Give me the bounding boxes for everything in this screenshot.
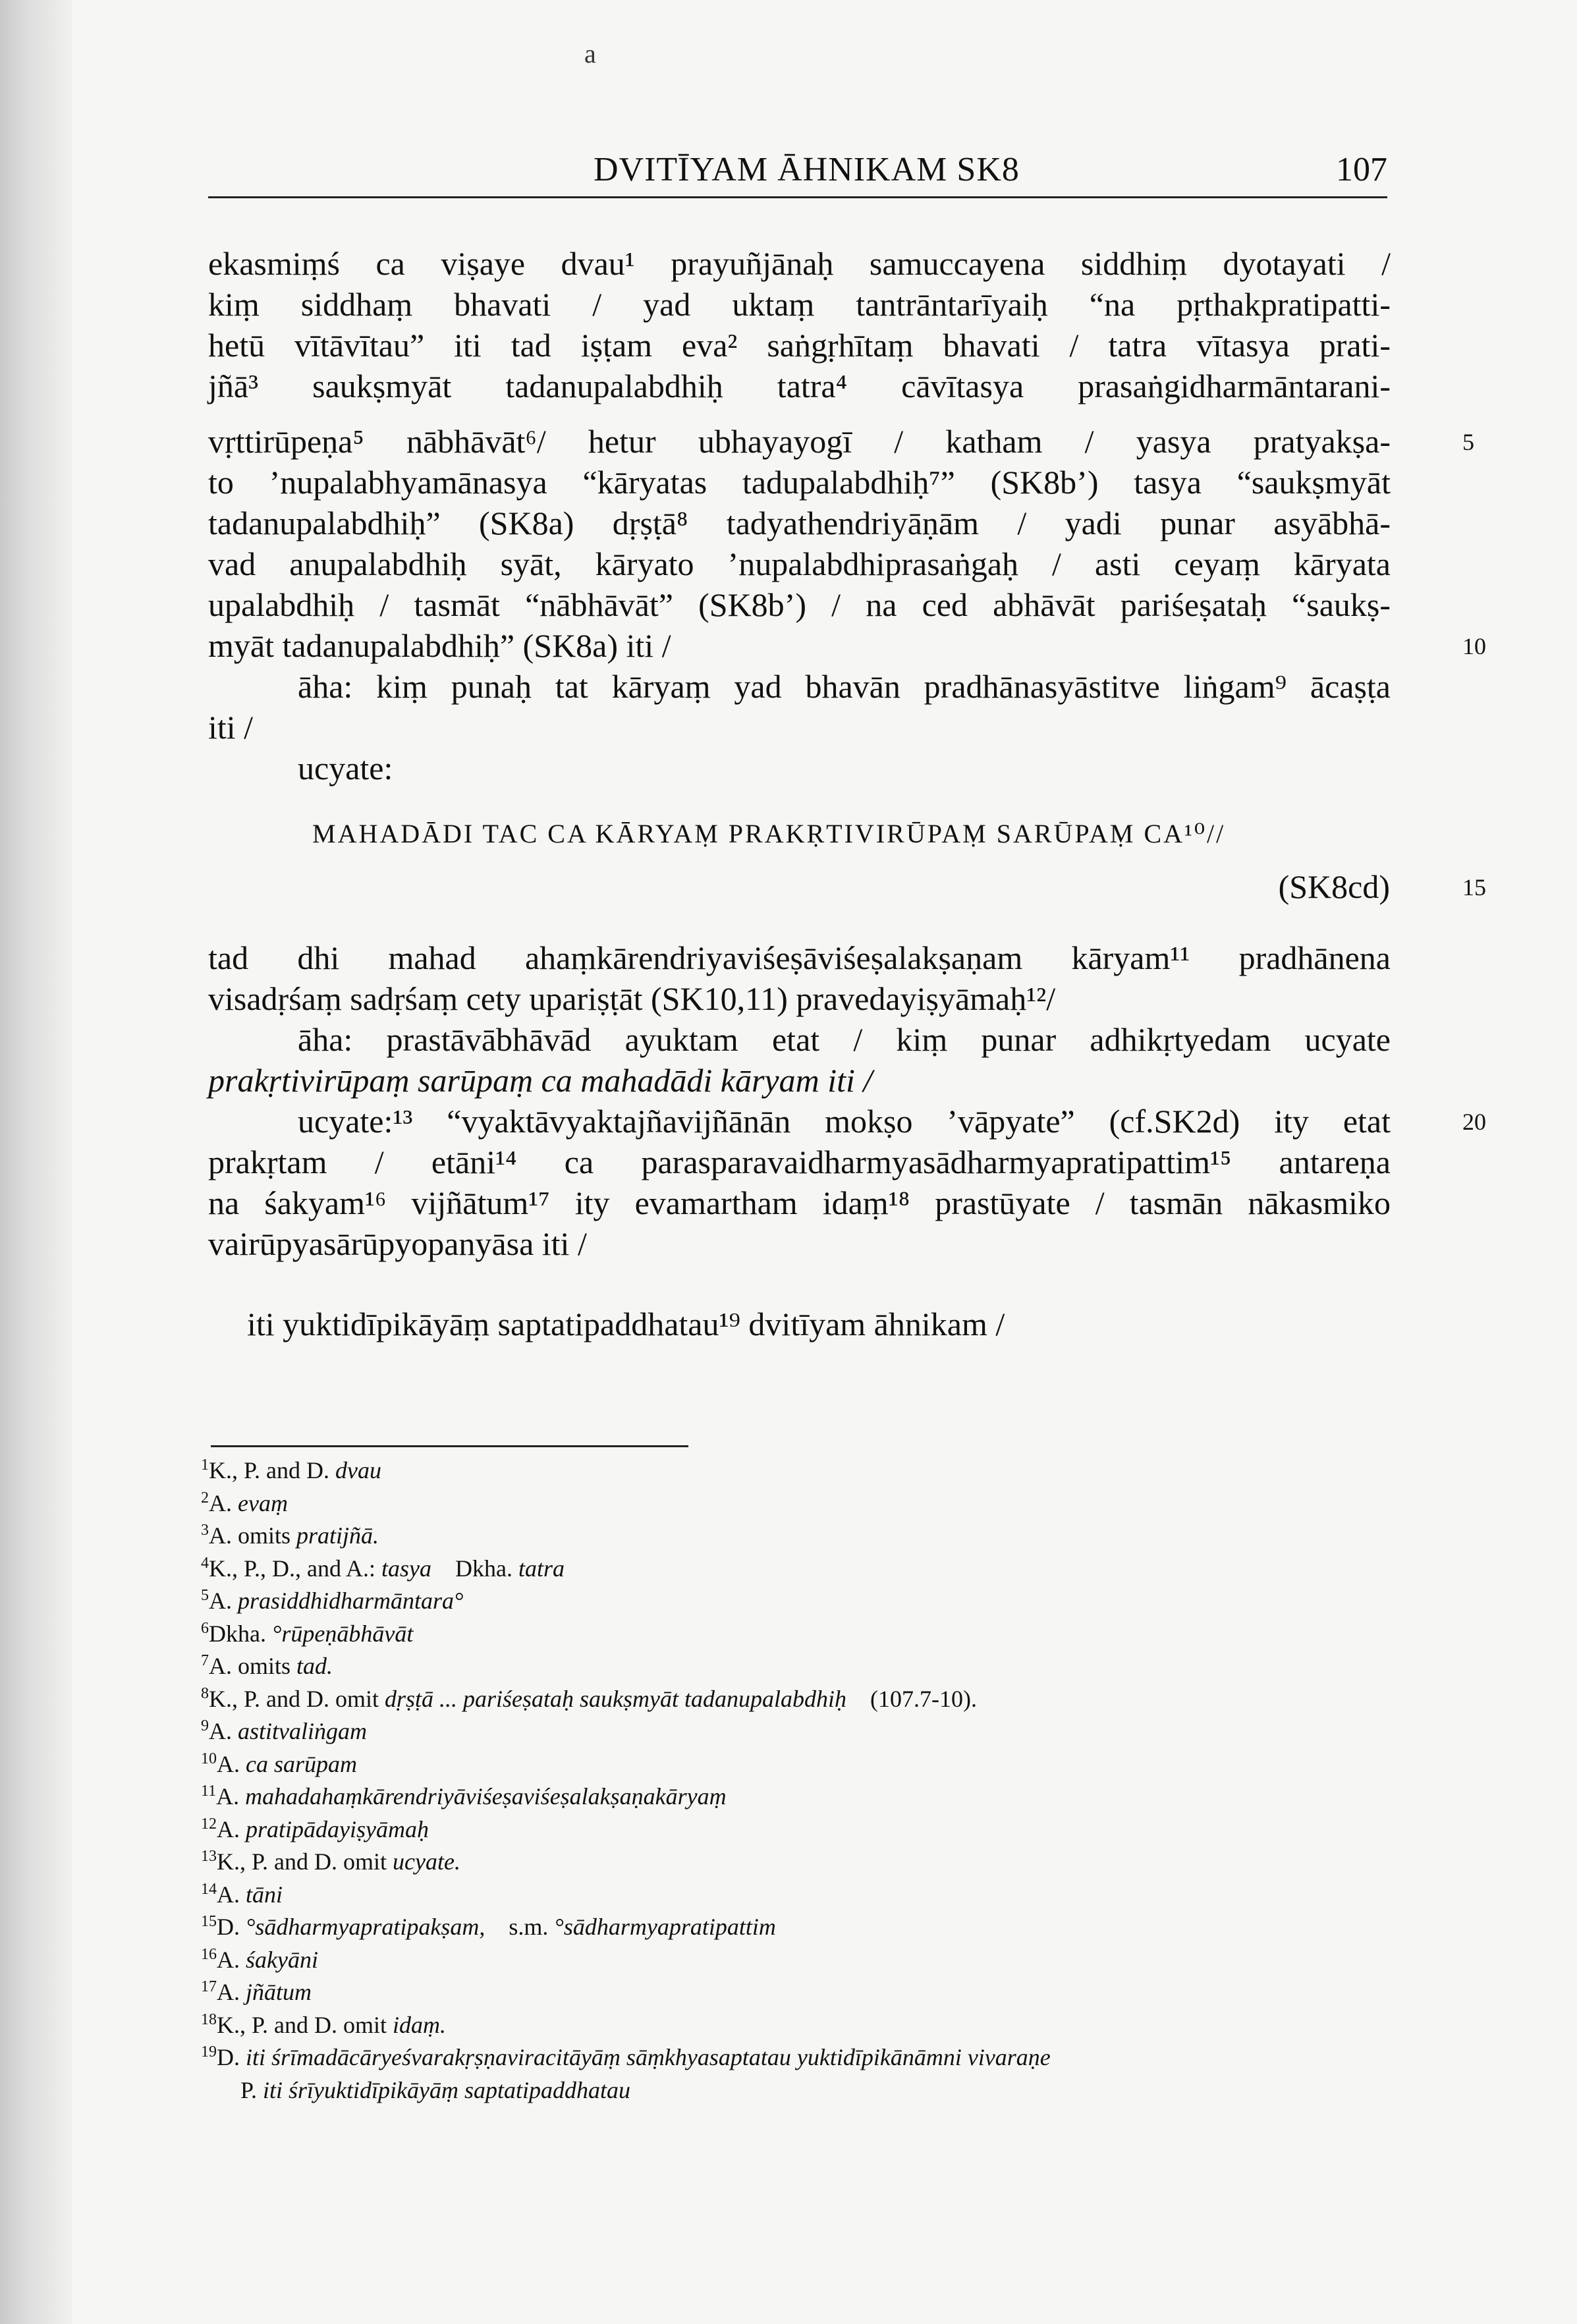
footnote-reading: dṛṣṭā ... pariśeṣataḥ saukṣmyāt tadanupalabdhiḥ — [385, 1685, 847, 1712]
footnote-marker: 14 — [201, 1880, 217, 1898]
line-number: 5 — [1462, 429, 1474, 455]
footnote — [201, 1781, 727, 1812]
line-number: 15 — [1462, 874, 1486, 900]
footnote-text: A. — [209, 1588, 238, 1614]
colophon: iti yuktidīpikāyāṃ saptatipaddhatau¹⁹ dvitīyam āhnikam / — [247, 1306, 1005, 1342]
footnote-reading: °sādharmyapratipattim — [554, 1914, 776, 1940]
footnote-text: A. — [209, 1718, 238, 1744]
body-line: tad dhi mahad ahaṃkārendriyaviśeṣāviśeṣalakṣaṇam kāryam¹¹ pradhānena — [208, 939, 1391, 976]
footnote-text: (107.7-10). — [846, 1685, 977, 1712]
line-number: 20 — [1462, 1109, 1486, 1135]
body-line: āha: prastāvābhāvād ayuktam etat / kiṃ punar adhikṛtyedam ucyate — [298, 1021, 1391, 1058]
body-line: ekasmiṃś ca viṣaye dvau¹ prayuñjānaḥ samuccayena siddhiṃ dyotayati / — [208, 245, 1391, 282]
body-line: iti / — [208, 709, 254, 746]
footnote-reading: pratijñā. — [296, 1522, 379, 1549]
footnote-text: K., P. and D. omit — [217, 2011, 393, 2038]
footnote-marker: 7 — [201, 1652, 209, 1669]
body-line: visadṛśaṃ sadṛśaṃ cety upariṣṭāt (SK10,11) pravedayiṣyāmaḥ¹²/ — [208, 980, 1056, 1017]
footnote-text: Dkha. — [431, 1555, 519, 1582]
footnote-reading: jñātum — [246, 1979, 312, 2005]
footnote-marker: 18 — [201, 2010, 217, 2028]
footnote-text: A. omits — [209, 1522, 297, 1549]
body-line: prakṛtivirūpaṃ sarūpaṃ ca mahadādi kāryam iti / — [208, 1062, 873, 1099]
footnote-marker: 9 — [201, 1717, 209, 1734]
body-line: vad anupalabdhiḥ syāt, kāryato ’nupalabdhiprasaṅgaḥ / asti ceyaṃ kāryata — [208, 545, 1391, 582]
footnote — [201, 1715, 367, 1747]
footnote-marker: 17 — [201, 1978, 217, 1995]
footnote-reading: dvau — [335, 1457, 381, 1483]
body-line: ucyate: — [298, 750, 393, 787]
footnote — [201, 1976, 312, 2008]
footnote-reading: tad. — [296, 1653, 333, 1679]
footnote-text: K., P. and D. omit — [209, 1685, 385, 1712]
footnote-marker: 6 — [201, 1619, 209, 1637]
footnote-text: A. — [209, 1489, 238, 1516]
footnote-reading: prasiddhidharmāntara° — [238, 1588, 464, 1614]
footnote — [201, 1618, 413, 1649]
footnote-marker: 8 — [201, 1684, 209, 1702]
footnote-text: D. — [217, 1914, 246, 1940]
footnote-marker: 1 — [201, 1456, 209, 1474]
verse-text: MAHADĀDI TAC CA KĀRYAṂ PRAKṚTIVIRŪPAṂ SARŪPAṂ CA¹⁰// — [312, 819, 1226, 848]
footnote-text: Dkha. — [209, 1620, 272, 1647]
footnote — [201, 1585, 463, 1617]
footnote-reading: mahadahaṃkārendriyāviśeṣaviśeṣalakṣaṇakāryaṃ — [245, 1783, 727, 1810]
footnote-text: s.m. — [485, 1914, 555, 1940]
footnote — [201, 1846, 460, 1877]
body-line: upalabdhiḥ / tasmāt “nābhāvāt” (SK8b’) / na ced abhāvāt pariśeṣataḥ “saukṣ- — [208, 586, 1391, 623]
ink-speck: a — [584, 39, 596, 69]
footnote-reading: °rūpeṇābhāvāt — [271, 1620, 414, 1647]
footnote-marker: 5 — [201, 1587, 209, 1604]
footnote — [201, 1911, 776, 1943]
footnote — [201, 2041, 1051, 2073]
verse-reference: (SK8cd) — [1278, 868, 1390, 905]
footnote-reading: astitvaliṅgam — [238, 1718, 367, 1744]
footnote-reading: tatra — [518, 1555, 565, 1582]
footnote-marker: 11 — [201, 1783, 217, 1800]
scan-edge-shadow — [0, 0, 72, 2324]
footnote-text: A. — [217, 1815, 246, 1842]
footnote-marker: 19 — [201, 2043, 217, 2061]
footnote-text: D. — [217, 2044, 246, 2070]
body-line: vṛttirūpeṇa⁵ nābhāvāt⁶/ hetur ubhayayogī / katham / yasya pratyakṣa- — [208, 423, 1391, 460]
footnote-marker: 16 — [201, 1945, 217, 1963]
footnote-text: K., P. and D. — [209, 1457, 336, 1483]
footnote — [240, 2074, 630, 2106]
body-line: jñā³ saukṣmyāt tadanupalabdhiḥ tatra⁴ cāvītasya prasaṅgidharmāntarani- — [208, 368, 1391, 404]
footnote-text: A. — [217, 1881, 246, 1908]
footnote-marker: 12 — [201, 1815, 217, 1833]
body-line: vairūpyasārūpyopanyāsa iti / — [208, 1225, 587, 1262]
footnote-marker: 15 — [201, 1913, 217, 1930]
footnote-reading: ucyate. — [393, 1848, 460, 1875]
body-line: to ’nupalabhyamānasya “kāryatas tadupalabdhiḥ⁷” (SK8b’) tasya “saukṣmyāt — [208, 464, 1391, 501]
running-head — [208, 150, 1387, 198]
footnote-text: K., P. and D. omit — [217, 1848, 393, 1875]
footnote-reading: °sādharmyapratipakṣam, — [246, 1914, 485, 1940]
footnote-reading: tasya — [381, 1555, 432, 1582]
footnote — [201, 1487, 288, 1519]
footnote-marker: 3 — [201, 1522, 209, 1539]
footnote-reading: ca sarūpam — [246, 1750, 357, 1777]
footnote — [201, 1879, 283, 1910]
body-line: tadanupalabdhiḥ” (SK8a) dṛṣṭā⁸ tadyathendriyāṇām / yadi punar asyābhā- — [208, 505, 1391, 541]
footnote — [201, 1813, 429, 1845]
footnote — [201, 1454, 381, 1486]
footnote — [201, 2009, 446, 2041]
footnote-marker: 2 — [201, 1489, 209, 1507]
footnote-text: A. omits — [209, 1653, 297, 1679]
footnote — [201, 1650, 333, 1682]
footnote — [201, 1553, 565, 1584]
footnote-reading: iti śrīyuktidīpikāyāṃ saptatipaddhatau — [263, 2076, 630, 2103]
footnote-reading: pratipādayiṣyāmaḥ — [246, 1815, 429, 1842]
line-number: 10 — [1462, 633, 1486, 659]
footnote-text: A. — [216, 1783, 246, 1810]
body-line: ucyate:¹³ “vyaktāvyaktajñavijñānān mokṣo ’vāpyate” (cf.SK2d) ity etat — [298, 1103, 1391, 1140]
footnote-marker: 10 — [201, 1750, 217, 1767]
footnote-marker: 4 — [201, 1554, 209, 1572]
body-line: kiṃ siddhaṃ bhavati / yad uktaṃ tantrāntarīyaiḥ “na pṛthakpratipatti- — [208, 286, 1391, 323]
footnote-reading: śakyāni — [246, 1946, 318, 1973]
footnote-text: A. — [217, 1946, 246, 1973]
running-head-title: DVITĪYAM ĀHNIKAM SK8 — [594, 151, 1020, 188]
body-line: myāt tadanupalabdhiḥ” (SK8a) iti / — [208, 627, 671, 664]
footnote-text: K., P., D., and A.: — [209, 1555, 382, 1582]
footnote-rule — [211, 1445, 688, 1447]
footnote-text: A. — [217, 1979, 246, 2005]
footnote-reading: iti śrīmadācāryeśvarakṛṣṇaviracitāyāṃ sāṃkhyasaptatau yuktidīpikānāmni vivaraṇe — [246, 2044, 1051, 2070]
footnote — [201, 1944, 318, 1976]
body-line: na śakyam¹⁶ vijñātum¹⁷ ity evamartham idaṃ¹⁸ prastūyate / tasmān nākasmiko — [208, 1184, 1391, 1221]
body-line: āha: kiṃ punaḥ tat kāryaṃ yad bhavān pradhānasyāstitve liṅgam⁹ ācaṣṭa — [298, 668, 1391, 705]
footnote-marker: 13 — [201, 1848, 217, 1865]
footnote — [201, 1683, 977, 1715]
footnote — [201, 1520, 379, 1551]
footnote — [201, 1748, 357, 1780]
footnote-reading: evaṃ — [238, 1489, 288, 1516]
footnote-text: A. — [217, 1750, 246, 1777]
body-line: hetū vītāvītau” iti tad iṣṭam eva² saṅgṛhītaṃ bhavati / tatra vītasya prati- — [208, 327, 1391, 364]
page-number: 107 — [1336, 151, 1387, 188]
body-line: prakṛtam / etāni¹⁴ ca parasparavaidharmyasādharmyapratipattim¹⁵ antareṇa — [208, 1144, 1391, 1180]
footnote-text: P. — [240, 2076, 263, 2103]
footnote-reading: idaṃ. — [393, 2011, 447, 2038]
footnote-reading: tāni — [246, 1881, 283, 1908]
